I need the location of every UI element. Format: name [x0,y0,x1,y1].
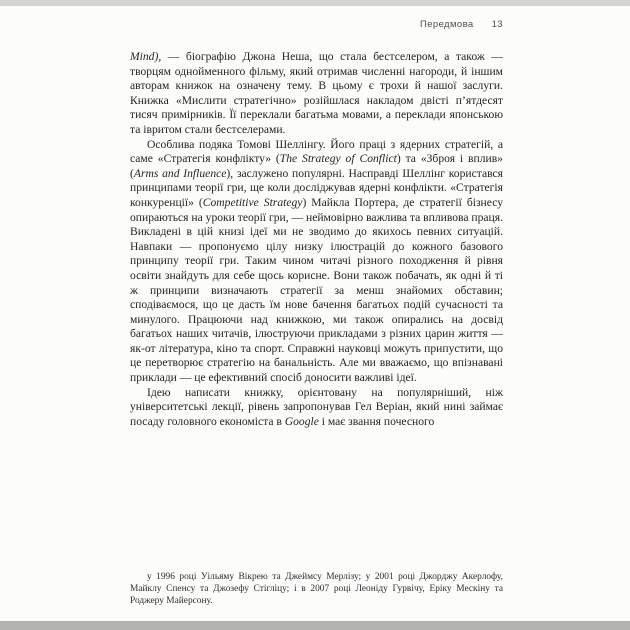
running-head: Передмова [419,19,474,30]
italic-run: Google [284,414,319,428]
text-run: ) Майкла Портера, де стратегії бізнесу опираються на уроки теорії гри, — неймовірно важлива та впливова праця. Викладені в цій книзі ідеї ми не зводимо до якихось певних ситуацій. Навпаки — пропонуємо цілу низку ілюстрацій до кожного базового принципу теорії гри. Таким чином читачі різного походження й рівня освіти знайдуть для себе щось корисне. Вони також побачать, як одні й ті ж принципи визначають стратегії за менш знайомих обставин; сподіваємося, що це дасть їм нове бачення багатьох подій сучасності та минулого. Працюючи над книжкою, ми також опирались на досвід багатьох наших читачів, ілюструючи прикладами з різних царин життя — як-от література, кіно та спорт. Справжні науковці можуть припустити, що це перетворює стратегію на банальність. Але ми вважаємо, що впізнавані приклади — це ефективний спосіб доносити важливі ідеї. [130,195,503,385]
italic-run: Competitive Strategy [202,195,303,209]
text-run: Ідею написати книжку, орієнтовану на популярніший, ніж університетські лекції, рівень запропонував Гел Веріан, який нині займає посаду головного економіста в [130,385,503,428]
text-run: Особлива подяка Томові Шеллінгу. Його праці з ядерних стратегій, а саме «Стратегія конфлікту» ( [130,137,503,166]
page-header [130,19,503,30]
text-run: ), заслужено популярні. Насправді Шеллінг користався принципами теорії гри, ще коли досліджував ядерні конфлікти. «Стратегія конкуренції» ( [130,166,503,209]
italic-run: Mind), [130,50,162,63]
scan-edge-top [0,0,630,6]
paragraph [130,138,503,386]
text-run: — біографію Джона Неша, що стала бестселером, а також — творцям однойменного фільму, який отримав численні нагороди, й іншим авторам книжок на означену тему. В цьому є трохи й нашої заслуги. Книжка «Мислити стратегічно» розійшлася накладом двісті п’ятдесят тисяч примірників. Її переклали багатьма мовами, а переклади японською та івритом стали бестселерами. [130,50,503,136]
scan-edge-bottom [0,621,630,630]
text-run: і має звання почесного [318,414,435,428]
footnote-text [130,572,503,608]
text-run: у 1996 році Уільяму Вікрею та Джеймсу Мерлізу; у 2001 році Джорджу Акерлофу, Майклу Спенсу та Джозефу Стігліцу; і в 2007 році Леоніду Гурвічу, Еріку Мескіну та Роджеру Майерсону. [130,572,503,606]
italic-run: The Strategy of Conflict [279,152,397,166]
page-number: 13 [491,19,503,30]
paragraph [130,386,503,430]
body-text [130,50,503,429]
paragraph [130,50,503,138]
italic-run: Arms and Influence [133,166,227,180]
footnote [130,572,503,608]
text-run: ) та «Зброя і вплив» ( [130,152,503,180]
